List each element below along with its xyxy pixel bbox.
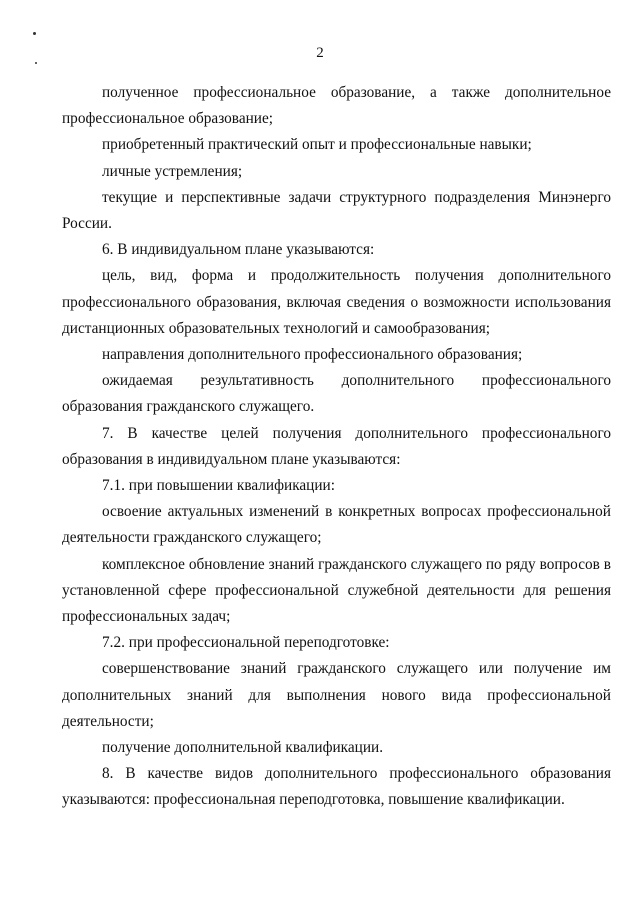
paragraph: освоение актуальных изменений в конкретных вопросах профессиональной деятельности гражданского служащего; <box>62 503 611 547</box>
paragraph: личные устремления; <box>102 162 243 180</box>
paragraph: получение дополнительной квалификации. <box>102 739 384 757</box>
document-body <box>62 80 611 814</box>
paragraph: 8. В качестве видов дополнительного профессионального образования указываются: профессиональная переподготовка, повышение квалификации. <box>62 765 611 809</box>
page-number: 2 <box>316 45 324 61</box>
paragraph: 7.1. при повышении квалификации: <box>102 477 335 495</box>
paragraph: направления дополнительного профессионального образования; <box>102 346 523 364</box>
scan-speck <box>33 32 36 35</box>
paragraph: 6. В индивидуальном плане указываются: <box>102 241 375 259</box>
paragraph: приобретенный практический опыт и профессиональные навыки; <box>102 136 532 154</box>
paragraph: 7.2. при профессиональной переподготовке: <box>102 634 390 652</box>
paragraph: совершенствование знаний гражданского служащего или получение им дополнительных знаний для выполнения нового вида профессиональной деятельности; <box>62 660 611 730</box>
paragraph: 7. В качестве целей получения дополнительного профессионального образования в индивидуальном плане указываются: <box>62 424 611 468</box>
paragraph: ожидаемая результативность дополнительного профессионального образования гражданского служащего. <box>62 372 611 416</box>
paragraph: комплексное обновление знаний гражданского служащего по ряду вопросов в установленной сфере профессиональной служебной деятельности для решения профессиональных задач; <box>62 555 611 626</box>
paragraph: цель, вид, форма и продолжительность получения дополнительного профессионального образования, включая сведения о возможности использования дистанционных образовательных технологий и самообразования; <box>62 267 611 337</box>
paragraph: текущие и перспективные задачи структурного подразделения Минэнерго России. <box>62 188 611 233</box>
paragraph: полученное профессиональное образование, а также дополнительное профессиональное образование; <box>62 84 611 128</box>
scan-speck <box>35 62 37 64</box>
